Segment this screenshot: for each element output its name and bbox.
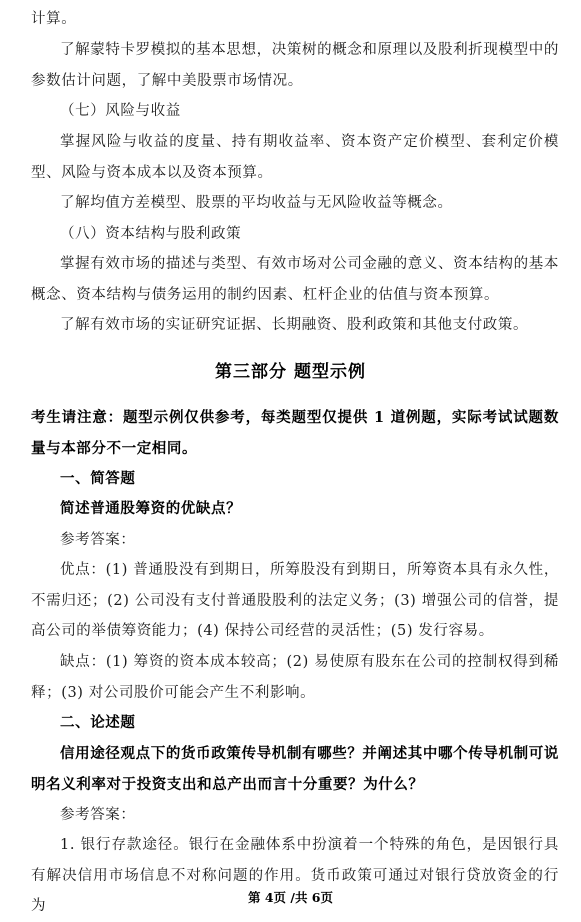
page-number-footer: 第 4页 /共 6页 <box>247 890 334 905</box>
answer-label-1: 参考答案： <box>60 532 136 548</box>
answer-label-2: 参考答案： <box>60 807 136 823</box>
section-heading-short-answer: 一、简答题 <box>60 470 136 487</box>
section-heading-risk-return: （七）风险与收益 <box>60 103 181 119</box>
answer-cons: 缺点：(1) 筹资的资本成本较高；(2) 易使原有股东在公司的控制权得到稀释；(3) 对公司股价可能会产生不利影响。 <box>31 654 559 701</box>
paragraph-monte-carlo: 了解蒙特卡罗模拟的基本思想，决策树的概念和原理以及股利折现模型中的参数估计问题，了解中美股票市场情况。 <box>31 42 559 89</box>
paragraph-risk-understand: 了解均值方差模型、股票的平均收益与无风险收益等概念。 <box>60 195 453 211</box>
part-title: 第三部分 题型示例 <box>215 362 366 382</box>
section-heading-essay: 二、论述题 <box>60 714 136 731</box>
question-short-answer: 简述普通股筹资的优缺点？ <box>60 500 242 517</box>
question-essay: 信用途径观点下的货币政策传导机制有哪些？并阐述其中哪个传导机制可说明名义利率对于投资支出和总产出而言十分重要？为什么？ <box>31 745 559 793</box>
paragraph-continuation: 计算。 <box>31 11 77 27</box>
section-heading-capital-structure: （八）资本结构与股利政策 <box>60 226 242 242</box>
paragraph-capital-master: 掌握有效市场的描述与类型、有效市场对公司金融的意义、资本结构的基本概念、资本结构与债务运用的制约因素、杠杆企业的估值与资本预算。 <box>31 256 559 303</box>
answer-pros: 优点：(1) 普通股没有到期日，所筹股没有到期日，所筹资本具有永久性，不需归还；(2) 公司没有支付普通股股利的法定义务；(3) 增强公司的信誉，提高公司的举债筹资能力；(4) 保持公司经营的灵活性；(5) 发行容易。 <box>31 562 559 639</box>
paragraph-risk-master: 掌握风险与收益的度量、持有期收益率、资本资产定价模型、套利定价模型、风险与资本成本以及资本预算。 <box>31 134 559 181</box>
paragraph-capital-understand: 了解有效市场的实证研究证据、长期融资、股利政策和其他支付政策。 <box>60 317 529 333</box>
exam-notice: 考生请注意：题型示例仅供参考，每类题型仅提供 1 道例题，实际考试试题数量与本部分不一定相同。 <box>31 409 559 457</box>
answer-essay-item-1: 1. 银行存款途径。银行在金融体系中扮演着一个特殊的角色，是因银行具有解决信用市场信息不对称问题的作用。货币政策可通过对银行贷放资金的行为 <box>31 837 559 914</box>
